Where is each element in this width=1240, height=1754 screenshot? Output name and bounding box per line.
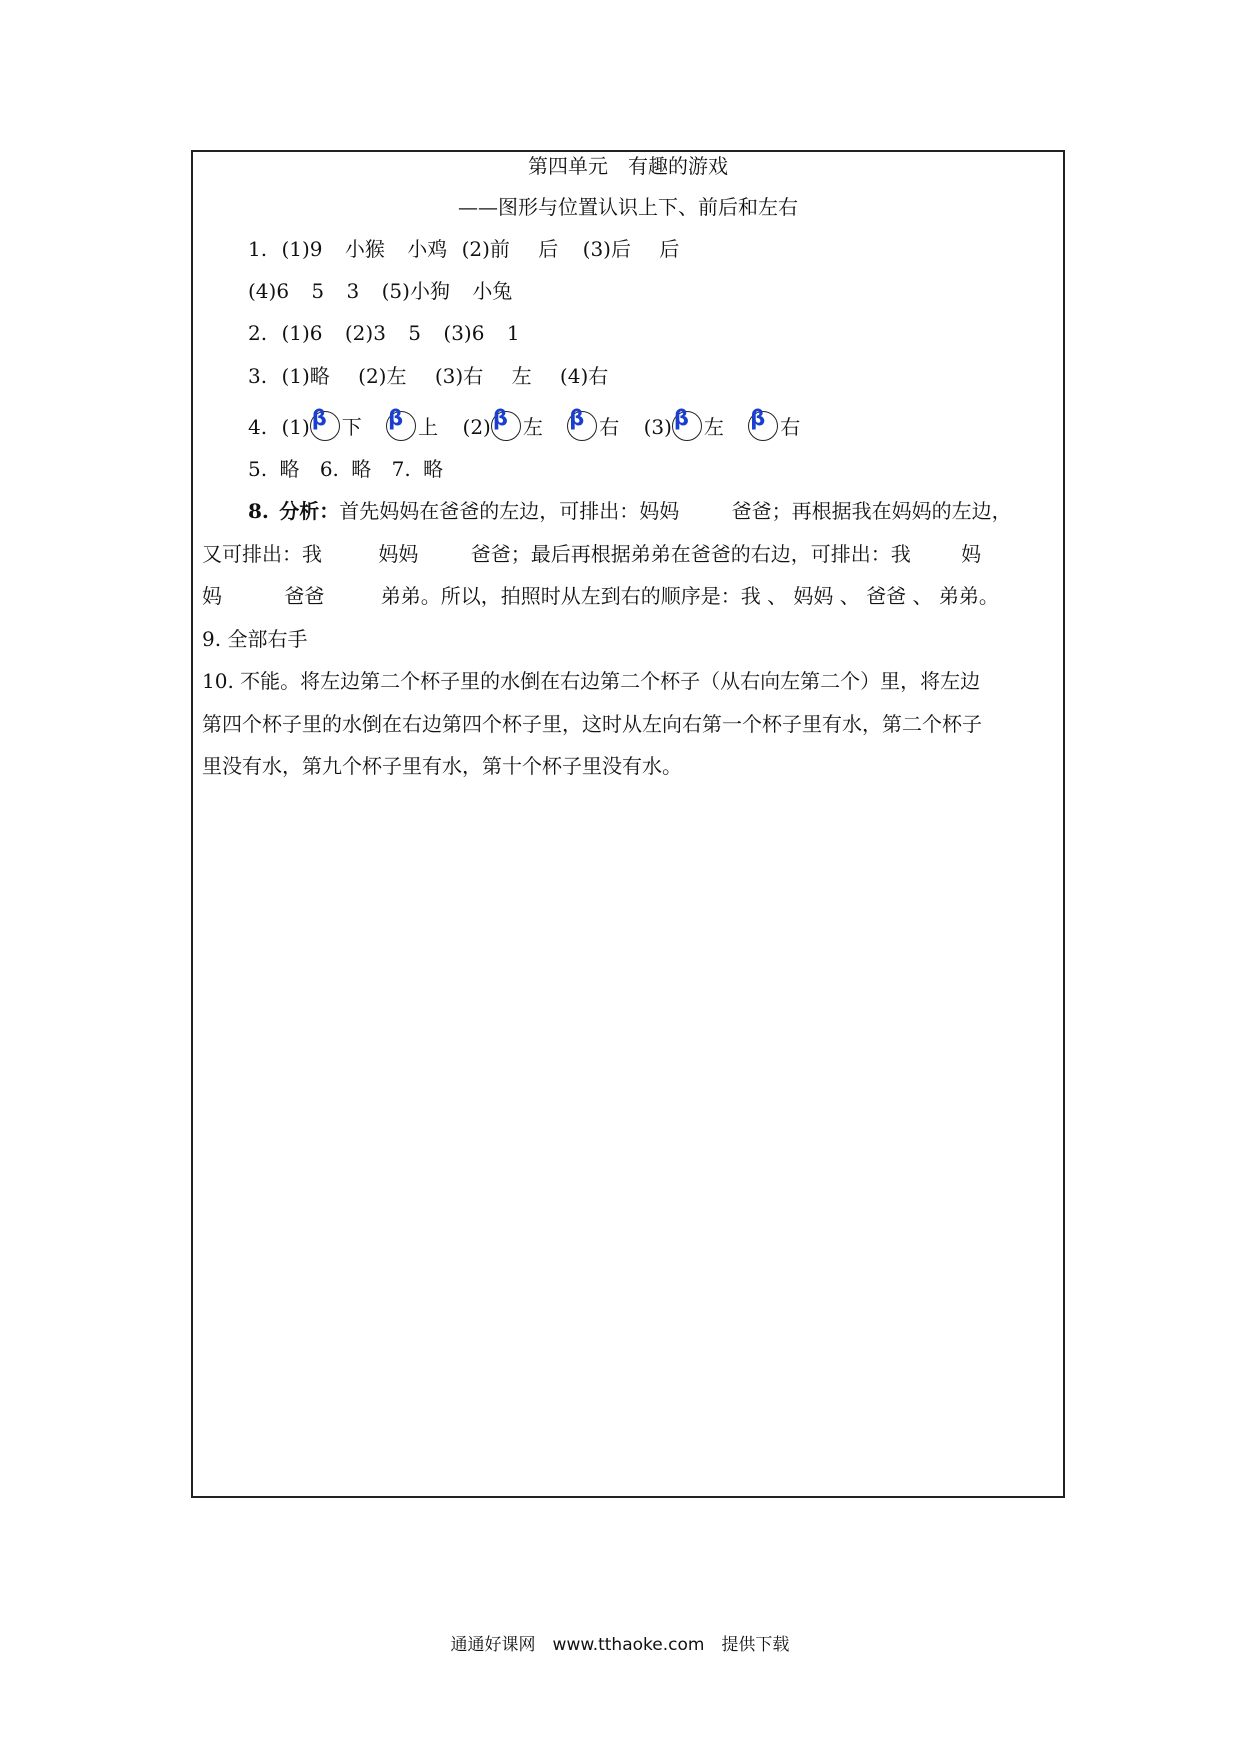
q2-number: 2.: [248, 321, 268, 345]
q8-number: 8.: [248, 499, 269, 523]
answer-box: [191, 150, 1065, 1498]
answer-1-line-1: [248, 235, 679, 263]
answer-10-line-1: 10. 不能。将左边第二个杯子里的水倒在右边第二个杯子（从右向左第二个）里，将左边: [202, 669, 981, 693]
answer-2: [248, 319, 520, 347]
q2-part3: (3)6: [443, 321, 485, 345]
q8-text: 妈妈: [378, 542, 419, 566]
q7-ans: 略: [423, 457, 444, 481]
q4-part1-label: (1): [281, 415, 310, 439]
q3-part4: (4)右: [559, 364, 609, 388]
q1-part2-ans: 后: [538, 237, 559, 261]
page-subtitle: ——图形与位置认识上下、前后和左右: [458, 195, 798, 219]
circle-icon: [491, 406, 521, 441]
q8-text: 爸爸；最后再根据弟弟在爸爸的右边，可排出：我: [470, 542, 911, 566]
q3-part3: (3)右: [434, 364, 484, 388]
q1-part1-ans-b: 小鸡: [407, 237, 448, 261]
q8-analysis-label: 分析：: [279, 499, 340, 523]
q4-number: 4.: [248, 415, 268, 439]
check-mark-icon: β: [673, 406, 689, 430]
circle-icon: [567, 406, 597, 441]
q1-part1-ans-a: 小猴: [344, 237, 385, 261]
answer-4: [248, 406, 801, 441]
q4-part3-ans-b: 右: [780, 415, 801, 439]
q3-part3-ans: 左: [511, 364, 532, 388]
answer-5-6-7: [248, 455, 443, 483]
q1-part3-ans: 后: [659, 237, 680, 261]
q8-text: 妈: [961, 542, 982, 566]
check-mark-icon: β: [750, 406, 766, 430]
q1-part3: (3)后: [582, 237, 631, 261]
answer-3: [248, 362, 608, 390]
check-mark-icon: β: [569, 406, 585, 430]
q4-part1-ans-b: 上: [418, 415, 439, 439]
q1-part4: (4)6: [248, 279, 290, 303]
q3-part1: (1)略: [281, 364, 330, 388]
q8-text: 爸爸: [284, 584, 325, 608]
q8-text: 又可排出：我: [202, 542, 322, 566]
q8-text: 弟弟。所以，拍照时从左到右的顺序是：我 、 妈妈 、 爸爸 、 弟弟。: [380, 584, 999, 608]
q2-part3-ans: 1: [506, 321, 520, 345]
q7-number: 7.: [391, 457, 411, 481]
q5-number: 5.: [248, 457, 268, 481]
circle-icon: [672, 406, 702, 441]
answer-8-line-2: [202, 540, 981, 568]
page-title: 第四单元 有趣的游戏: [528, 154, 728, 178]
answer-8-line-1: [248, 497, 1012, 525]
q1-number: 1.: [248, 237, 268, 261]
answer-1-line-2: [248, 277, 512, 305]
answer-9: 9. 全部右手: [202, 627, 308, 651]
q1-part4-ans-b: 3: [346, 279, 360, 303]
q6-number: 6.: [319, 457, 339, 481]
q1-part5-ans: 小兔: [472, 279, 513, 303]
check-mark-icon: β: [311, 406, 327, 430]
q4-part3-ans-a: 左: [703, 415, 724, 439]
answer-8-line-3: [202, 582, 999, 610]
q1-part2: (2)前: [461, 237, 510, 261]
q4-part2-label: (2): [462, 415, 491, 439]
check-mark-icon: β: [388, 406, 404, 430]
q8-text: 妈: [202, 584, 222, 608]
q1-part4-ans-a: 5: [311, 279, 325, 303]
q8-text: 爸爸；再根据我在妈妈的左边，: [731, 499, 1012, 523]
answer-10-line-2: 第四个杯子里的水倒在右边第四个杯子里，这时从左向右第一个杯子里有水，第二个杯子: [202, 712, 982, 736]
circle-icon: [748, 406, 778, 441]
q6-ans: 略: [351, 457, 372, 481]
check-mark-icon: β: [492, 406, 508, 430]
q4-part3-label: (3): [643, 415, 672, 439]
q3-number: 3.: [248, 364, 268, 388]
q4-part2-ans-a: 左: [522, 415, 543, 439]
q8-text: 首先妈妈在爸爸的左边，可排出：妈妈: [339, 499, 680, 523]
q4-part1-ans-a: 下: [341, 415, 362, 439]
q3-part2: (2)左: [358, 364, 407, 388]
q4-part2-ans-b: 右: [599, 415, 620, 439]
q5-ans: 略: [279, 457, 300, 481]
q2-part2-ans: 5: [408, 321, 422, 345]
q1-part1: (1)9: [281, 237, 323, 261]
circle-icon: [386, 406, 416, 441]
q2-part1: (1)6: [281, 321, 323, 345]
answer-10-line-3: 里没有水，第九个杯子里有水，第十个杯子里没有水。: [202, 754, 682, 778]
page-footer: 通通好课网 www.tthaoke.com 提供下载: [450, 1635, 790, 1655]
circle-icon: [310, 406, 340, 441]
q2-part2: (2)3: [344, 321, 386, 345]
q1-part5: (5)小狗: [381, 279, 450, 303]
